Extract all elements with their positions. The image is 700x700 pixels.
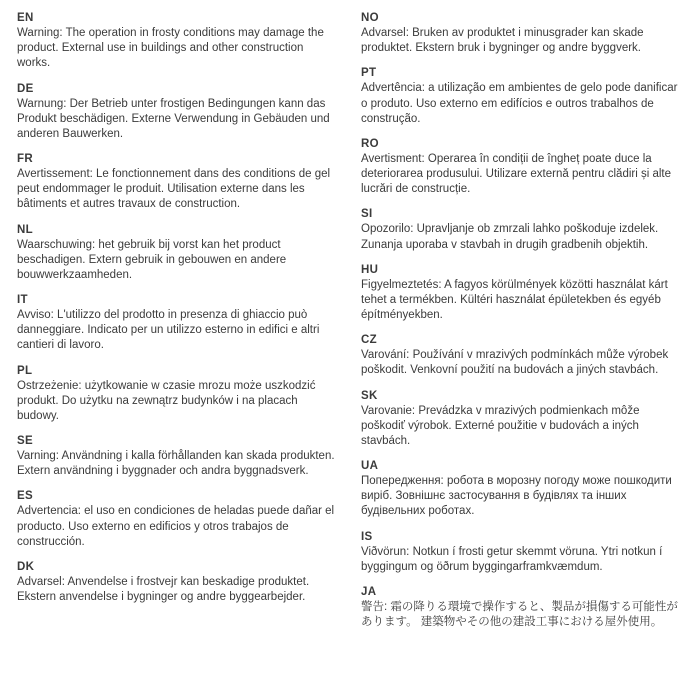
language-code-label: NL <box>17 223 33 236</box>
language-code-label: FR <box>17 153 33 166</box>
right-column <box>361 12 681 690</box>
warning-text: Varning: Användning i kalla förhållanden kan skada produkten. Extern användning i byggnader och andra byggnadsverk. <box>17 450 335 478</box>
language-code-label: PL <box>17 364 33 377</box>
language-code-label: SI <box>361 208 373 221</box>
language-block-fr <box>17 153 337 213</box>
warning-text: Varování: Používání v mrazivých podmínkách může výrobek poškodit. Venkovní použití na budovách a jiných stavbách. <box>361 349 669 377</box>
language-block-es <box>17 490 337 550</box>
warning-text: Advarsel: Anvendelse i frostvejr kan beskadige produktet. Ekstern anvendelse i bygninger og andre byggearbejder. <box>17 575 310 604</box>
language-block-it <box>17 294 337 354</box>
language-block-pt <box>361 67 681 127</box>
language-code-label: HU <box>361 263 379 276</box>
language-block-nl <box>17 224 337 284</box>
language-block-sk <box>361 390 681 450</box>
warning-text: 警告: 霜の降りる環境で操作すると、製品が損傷する可能性があります。 建築物やその他の建設工事における屋外使用。 <box>361 600 678 629</box>
warning-text: Varovanie: Prevádzka v mrazivých podmienkach môže poškodiť výrobok. Externé použitie v budovách a iných stavbách. <box>361 404 640 447</box>
warning-text: Opozorilo: Upravljanje ob zmrzali lahko poškoduje izdelek. Zunanja uporaba v stavbah in drugih gradbenih objektih. <box>361 223 659 251</box>
language-code-label: PT <box>361 67 377 80</box>
language-block-ro <box>361 138 681 198</box>
language-code-label: NO <box>361 12 379 24</box>
language-code-label: IT <box>17 294 28 307</box>
warning-text: Waarschuwing: het gebruik bij vorst kan het product beschadigen. Extern gebruik in gebouwen en andere bouwwerkzaamheden. <box>17 238 287 281</box>
warning-text: Avviso: L'utilizzo del prodotto in presenza di ghiaccio può danneggiare. Indicato per un utilizzo esterno in edifici e altri cantieri di lavoro. <box>17 309 320 352</box>
language-code-label: SK <box>361 389 378 402</box>
language-block-ua <box>361 460 681 520</box>
language-code-label: SE <box>17 435 33 448</box>
warning-text: Advertencia: el uso en condiciones de heladas puede dañar el producto. Uso externo en edificios y otros trabajos de construcción. <box>17 505 335 548</box>
language-code-label: DE <box>17 82 34 95</box>
language-block-pl <box>17 365 337 425</box>
language-code-label: UA <box>361 460 379 473</box>
warning-text: Viðvörun: Notkun í frosti getur skemmt vöruna. Ytri notkun í byggingum og öðrum byggingarframkvæmdum. <box>361 545 663 573</box>
language-block-is <box>361 531 681 575</box>
warning-text: Avertisment: Operarea în condiții de îngheț poate duce la deteriorarea produsului. Utilizare externă pentru clădiri și alte lucrări de construcție. <box>361 152 672 196</box>
language-code-label: DK <box>17 560 35 573</box>
language-block-de <box>17 83 337 143</box>
language-block-cz <box>361 334 681 378</box>
language-code-label: JA <box>361 585 377 598</box>
warning-text: Попередження: робота в морозну погоду може пошкодити виріб. Зовнішнє застосування в будівлях та інших будівельних роботах. <box>361 475 672 518</box>
warning-text: Warnung: Der Betrieb unter frostigen Bedingungen kann das Produkt beschädigen. Externe Verwendung in Gebäuden und anderen Bauwerken. <box>17 97 330 140</box>
left-column <box>17 12 337 690</box>
language-block-hu <box>361 264 681 324</box>
language-code-label: CZ <box>361 334 377 347</box>
language-code-label: ES <box>17 490 33 503</box>
warning-text: Avertissement: Le fonctionnement dans des conditions de gel peut endommager le produit. Utilisation externe dans les bâtiments et autres travaux de construction. <box>17 168 331 211</box>
warning-text: Warning: The operation in frosty conditions may damage the product. External use in buildings and other construction works. <box>17 27 324 70</box>
warning-text: Figyelmeztetés: A fagyos körülmények közötti használat kárt tehet a termékben. Kültéri használat épületekben és egyéb építményekben. <box>361 278 668 322</box>
language-code-label: IS <box>361 530 373 543</box>
language-block-si <box>361 208 681 252</box>
language-block-se <box>17 435 337 479</box>
language-code-label: RO <box>361 137 379 150</box>
warning-text: Advertência: a utilização em ambientes de gelo pode danificar o produto. Uso externo em edifícios e outros trabalhos de construção. <box>361 82 678 125</box>
language-block-ja <box>361 586 681 630</box>
language-block-no <box>361 12 681 56</box>
language-block-en <box>17 12 337 72</box>
language-code-label: EN <box>17 12 34 24</box>
warning-text: Ostrzeżenie: użytkowanie w czasie mrozu może uszkodzić produkt. Do użytku na zewnątrz budynków i na placach budowy. <box>17 379 316 422</box>
warning-text: Advarsel: Bruken av produktet i minusgrader kan skade produktet. Ekstern bruk i bygninger og andre byggverk. <box>361 27 644 55</box>
language-block-dk <box>17 561 337 605</box>
